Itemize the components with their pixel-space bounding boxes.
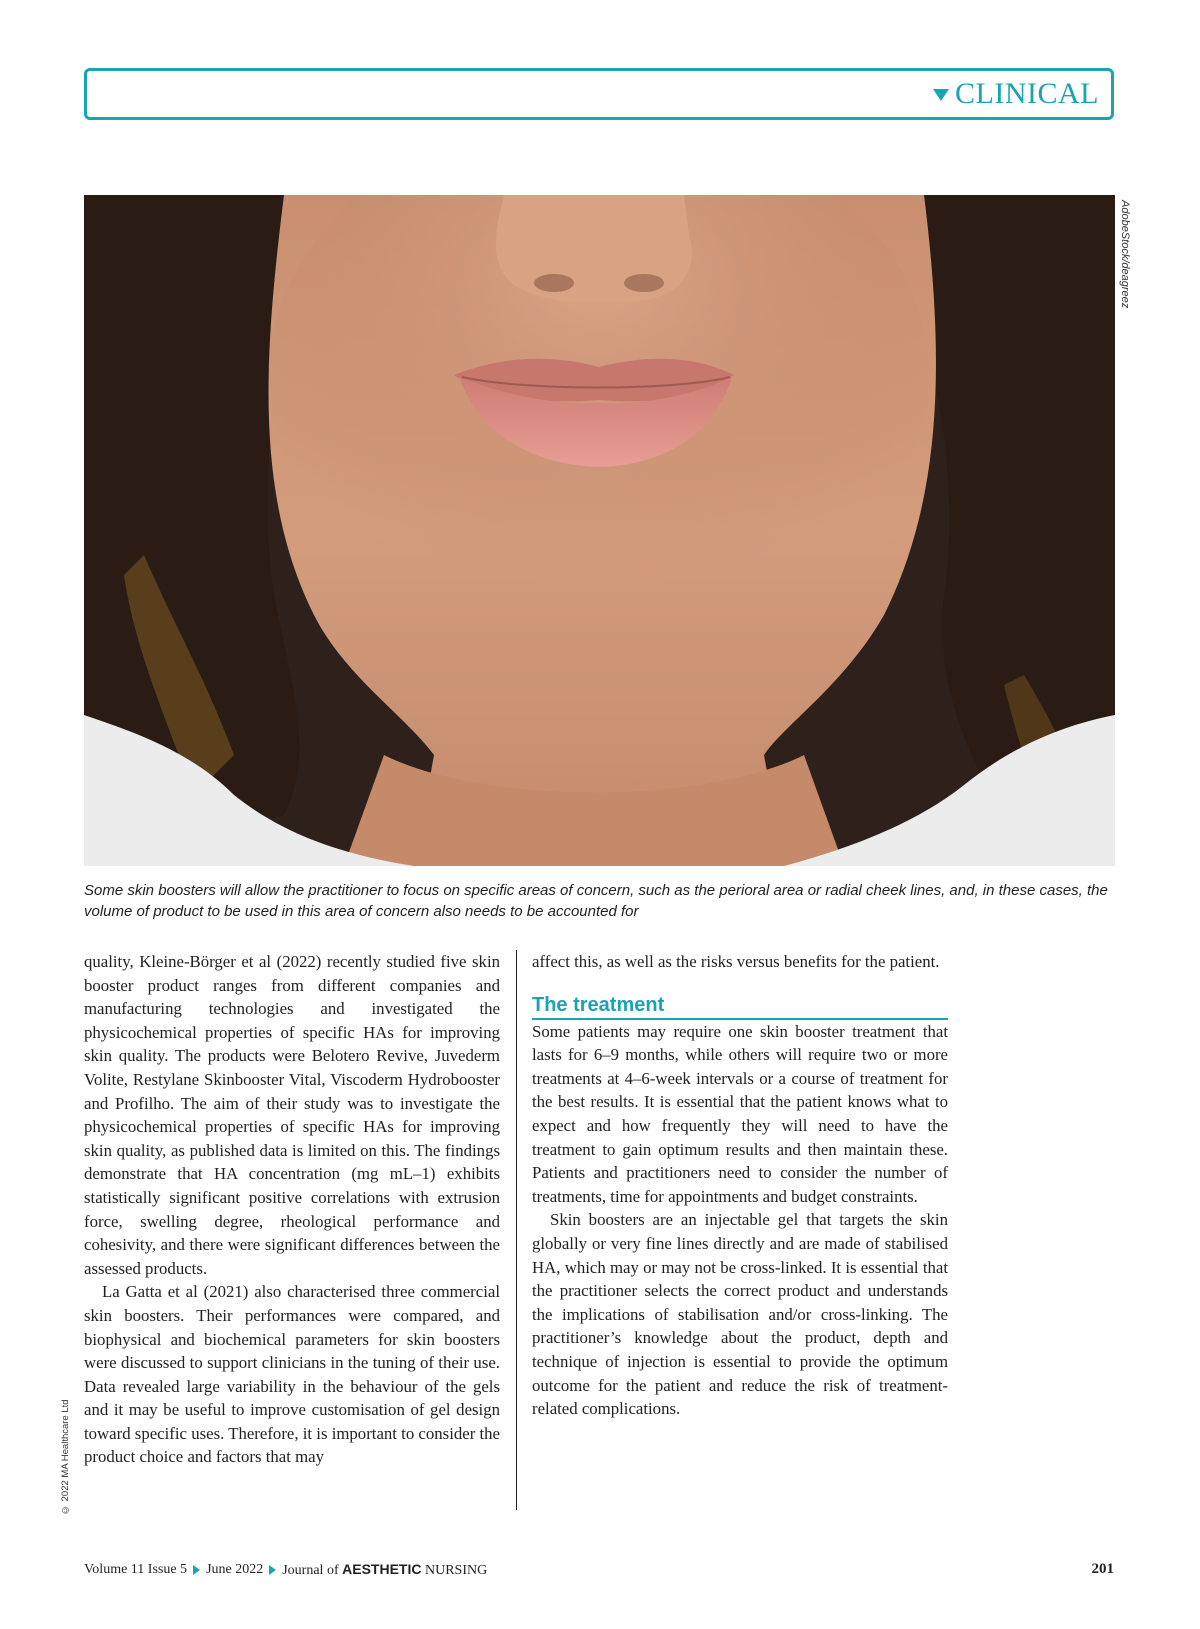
subheading-the-treatment: The treatment: [532, 994, 948, 1020]
figure-caption: Some skin boosters will allow the practitioner to focus on specific areas of concern, such as the perioral area or radial cheek lines, and, in these cases, the volume of product to be used in this area of concern also needs to be accounted for: [84, 882, 1108, 920]
left-paragraph-2: La Gatta et al (2021) also characterised three commercial skin boosters. Their performances were compared, and biophysical and biochemical parameters for skin boosters were discussed to support clinicians in the tuning of their use. Data revealed large variability in the behaviour of the gels and it may be useful to improve customisation of gel design toward specific uses. Therefore, it is important to consider the product choice and factors that may: [84, 1282, 500, 1467]
column-divider: [516, 950, 517, 1510]
section-title: CLINICAL: [955, 77, 1099, 110]
right-paragraph-2: Some patients may require one skin booster treatment that lasts for 6–9 months, while others will require two or more treatments at 4–6-week intervals or a course of treatment for the best results. It is essential that the patient knows what to expect and how frequently they will need to have the treatment to gain optimum results and then maintain these. Patients and practitioners need to consider the number of treatments, time for appointments and budget constraints.: [532, 1021, 948, 1206]
triangle-right-icon: [193, 1565, 200, 1575]
copyright-notice: © 2022 MA Healthcare Ltd: [60, 1399, 71, 1515]
portrait-illustration: [84, 195, 1115, 866]
journal-strong: AESTHETIC: [342, 1561, 422, 1577]
right-paragraph-1: affect this, as well as the risks versus benefits for the patient.: [532, 952, 940, 971]
right-paragraph-3: Skin boosters are an injectable gel that targets the skin globally or very fine lines directly and are made of stabilised HA, which may or may not be cross-linked. It is essential that the practitioner selects the correct product and understands the implications of stabilisation and/or cross-linking. The practitioner’s knowledge about the product, depth and technique of injection is essential to provide the optimum outcome for the patient and reduce the risk of treatment-related complications.: [532, 1210, 948, 1419]
journal-suffix: NURSING: [421, 1563, 488, 1578]
left-column: [84, 950, 500, 1469]
photo-credit: AdobeStock/deagreez: [1119, 200, 1131, 309]
triangle-down-icon: [933, 89, 949, 101]
journal-prefix: Journal of: [282, 1563, 343, 1578]
triangle-right-icon: [269, 1565, 276, 1575]
footer-journal: [282, 1561, 487, 1579]
right-column: [532, 950, 948, 1421]
hero-photo: [84, 195, 1115, 866]
footer-volume: Volume 11 Issue 5: [84, 1562, 188, 1577]
section-label: [933, 77, 1099, 111]
section-header-box: [84, 68, 1114, 120]
page-footer: [84, 1561, 1114, 1579]
footer-date: June 2022: [206, 1562, 264, 1577]
left-paragraph-1: quality, Kleine-Börger et al (2022) recently studied five skin booster product ranges from different companies and manufacturing technologies and investigated the physicochemical properties of specific HAs for improving skin quality. The products were Belotero Revive, Juvederm Volite, Restylane Skinbooster Vital, Viscoderm Hydrobooster and Profilho. The aim of their study was to investigate the physicochemical properties of specific HAs for improving skin quality, as published data is limited on this. The findings demonstrate that HA concentration (mg mL–1) exhibits statistically significant positive correlations with extrusion force, swelling degree, rheological performance and cohesivity, and there were significant differences between the assessed products.: [84, 952, 500, 1278]
page-number: 201: [1091, 1561, 1114, 1577]
